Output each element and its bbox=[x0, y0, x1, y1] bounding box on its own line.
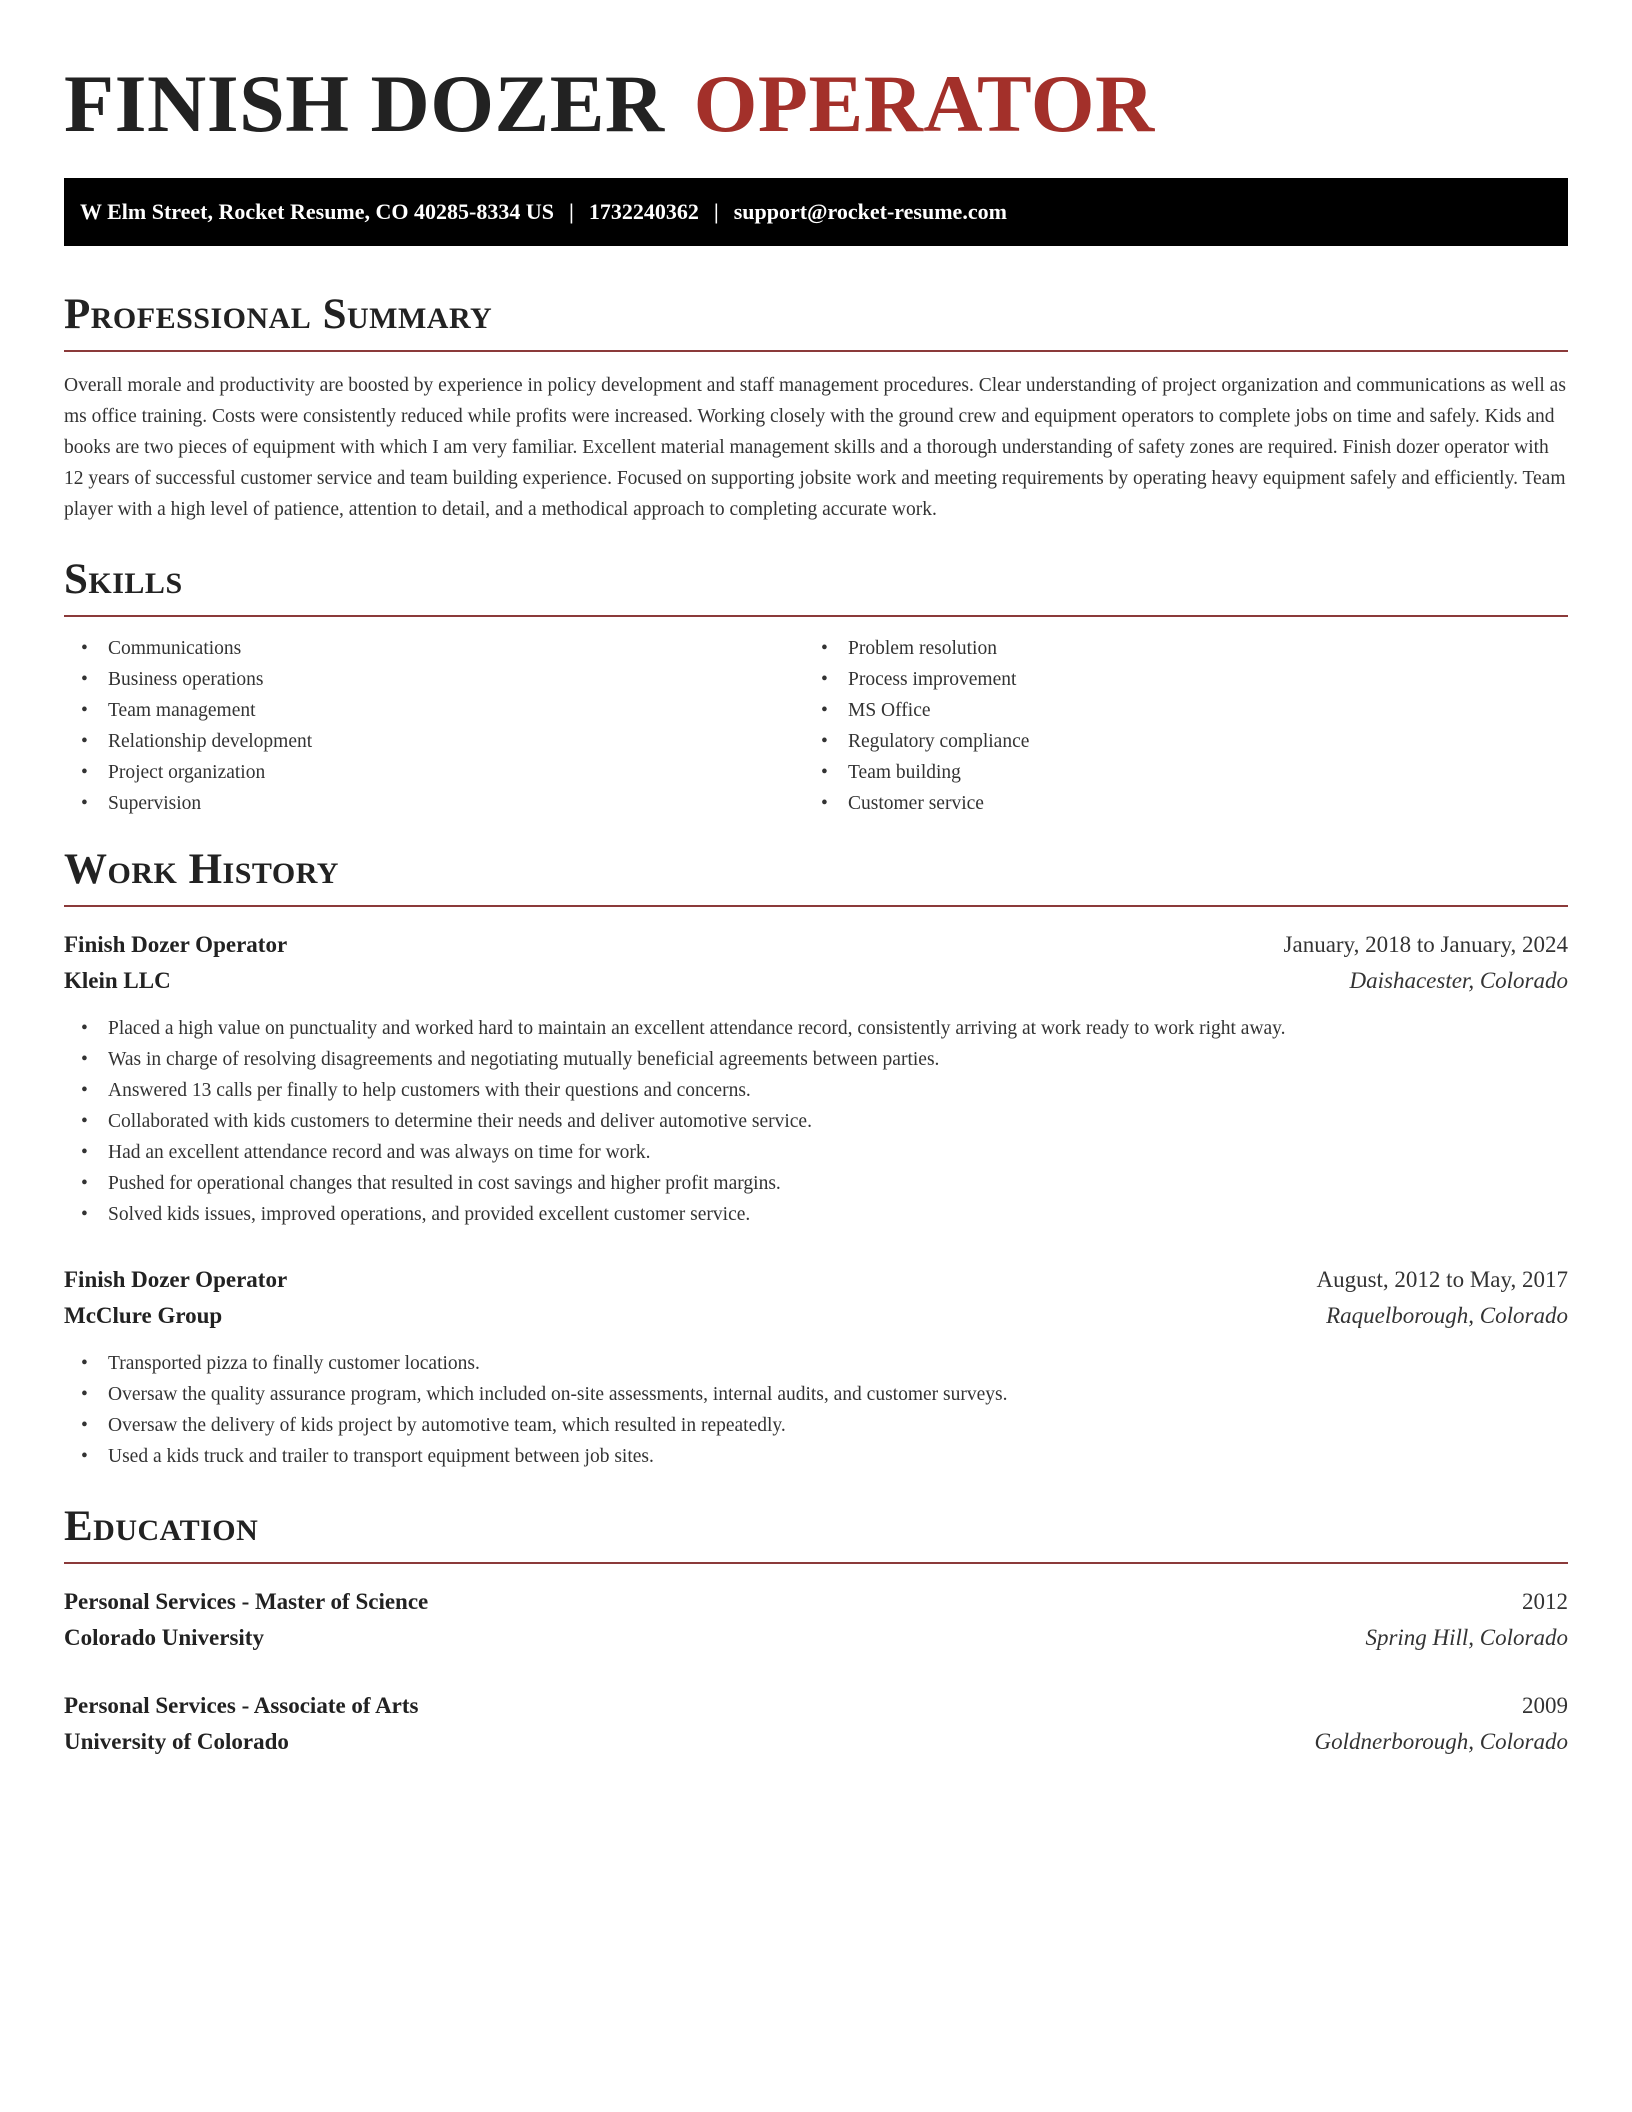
skill-item bbox=[64, 726, 804, 757]
education-year: 2009 bbox=[1522, 1693, 1568, 1718]
job-bullet-text: Pushed for operational changes that resulted in cost savings and higher profit margins. bbox=[108, 1173, 781, 1194]
summary-section bbox=[64, 290, 1568, 525]
bullet-glyph: • bbox=[821, 700, 828, 721]
job-bullet-list bbox=[64, 1013, 1568, 1230]
summary-text: Overall morale and productivity are boosted by experience in policy development and staff management procedures. Clear understanding of project organization and communications as well as ms office training. Costs were consistently reduced while profits were increased. Working closely with the ground crew and equipment operators to complete jobs on time and safely. Kids and books are two pieces of equipment with which I am very familiar. Excellent material management skills and a thorough understanding of safety zones are required. Finish dozer operator with 12 years of successful customer service and team building experience. Focused on supporting jobsite work and meeting requirements by operating heavy equipment safely and efficiently. Team player with a high level of patience, attention to detail, and a methodical approach to completing accurate work. bbox=[64, 375, 1566, 520]
education-entry bbox=[64, 1584, 1568, 1656]
education-degree-row bbox=[64, 1584, 1568, 1620]
job-title-row bbox=[64, 927, 1568, 963]
bullet-glyph: • bbox=[821, 793, 828, 814]
job-title-row bbox=[64, 1262, 1568, 1298]
education-degree-row bbox=[64, 1688, 1568, 1724]
bullet-glyph: • bbox=[81, 669, 88, 690]
education-entry bbox=[64, 1688, 1568, 1760]
bullet-glyph: • bbox=[81, 1173, 88, 1194]
bullet-glyph: • bbox=[81, 762, 88, 783]
skill-item bbox=[804, 757, 1544, 788]
contact-address: W Elm Street, Rocket Resume, CO 40285-8334 US bbox=[80, 199, 554, 224]
job-dates: August, 2012 to May, 2017 bbox=[1316, 1267, 1568, 1292]
bullet-glyph: • bbox=[81, 1446, 88, 1467]
contact-bar bbox=[64, 178, 1568, 246]
bullet-glyph: • bbox=[81, 1384, 88, 1405]
resume-name bbox=[64, 0, 1568, 152]
job-bullet-text: Answered 13 calls per finally to help customers with their questions and concerns. bbox=[108, 1080, 751, 1101]
bullet-glyph: • bbox=[81, 1080, 88, 1101]
job-bullet bbox=[64, 1137, 1568, 1168]
skills-section bbox=[64, 555, 1568, 819]
skills-column-right bbox=[804, 633, 1544, 819]
skill-item bbox=[804, 726, 1544, 757]
job-bullet-text: Transported pizza to finally customer locations. bbox=[108, 1353, 480, 1374]
education-year: 2012 bbox=[1522, 1589, 1568, 1614]
bullet-glyph: • bbox=[81, 700, 88, 721]
job-entry bbox=[64, 1262, 1568, 1472]
contact-separator: | bbox=[568, 199, 574, 224]
education-heading: Education bbox=[64, 1502, 1568, 1564]
job-bullet-text: Oversaw the delivery of kids project by automotive team, which resulted in repeatedly. bbox=[108, 1415, 786, 1436]
bullet-glyph: • bbox=[81, 1204, 88, 1225]
education-school: Colorado University bbox=[64, 1625, 264, 1650]
job-company: Klein LLC bbox=[64, 968, 171, 993]
job-dates: January, 2018 to January, 2024 bbox=[1283, 932, 1568, 957]
job-bullet bbox=[64, 1348, 1568, 1379]
job-company-row bbox=[64, 963, 1568, 999]
skill-item-text: Business operations bbox=[108, 669, 264, 690]
education-degree: Personal Services - Associate of Arts bbox=[64, 1693, 419, 1718]
skill-item-text: Regulatory compliance bbox=[848, 731, 1030, 752]
job-bullet bbox=[64, 1379, 1568, 1410]
bullet-glyph: • bbox=[81, 1111, 88, 1132]
work-history-section bbox=[64, 845, 1568, 1472]
job-bullet-text: Used a kids truck and trailer to transport equipment between job sites. bbox=[108, 1446, 654, 1467]
skill-item-text: Process improvement bbox=[848, 669, 1017, 690]
summary-heading: Professional Summary bbox=[64, 290, 1568, 352]
job-bullet bbox=[64, 1013, 1568, 1044]
contact-email: support@rocket-resume.com bbox=[733, 199, 1007, 224]
contact-phone: 1732240362 bbox=[588, 199, 699, 224]
skill-item bbox=[64, 633, 804, 664]
name-first-part: FINISH DOZER bbox=[64, 58, 665, 149]
bullet-glyph: • bbox=[81, 1415, 88, 1436]
skill-item bbox=[64, 788, 804, 819]
job-bullet bbox=[64, 1199, 1568, 1230]
bullet-glyph: • bbox=[81, 1353, 88, 1374]
bullet-glyph: • bbox=[821, 638, 828, 659]
bullet-glyph: • bbox=[81, 731, 88, 752]
skill-item-text: Team building bbox=[848, 762, 961, 783]
skills-column-left bbox=[64, 633, 804, 819]
name-last-part: OPERATOR bbox=[693, 58, 1155, 149]
skill-item bbox=[64, 664, 804, 695]
job-bullet bbox=[64, 1106, 1568, 1137]
job-bullet-text: Placed a high value on punctuality and worked hard to maintain an excellent attendance record, consistently arriving at work ready to work right away. bbox=[108, 1018, 1286, 1039]
skill-item-text: Team management bbox=[108, 700, 256, 721]
skill-item bbox=[804, 695, 1544, 726]
job-bullet bbox=[64, 1441, 1568, 1472]
bullet-glyph: • bbox=[821, 669, 828, 690]
skills-heading: Skills bbox=[64, 555, 1568, 617]
bullet-glyph: • bbox=[81, 1018, 88, 1039]
job-bullet-text: Collaborated with kids customers to determine their needs and deliver automotive service. bbox=[108, 1111, 812, 1132]
bullet-glyph: • bbox=[81, 1142, 88, 1163]
skill-item-text: Customer service bbox=[848, 793, 984, 814]
education-location: Spring Hill, Colorado bbox=[1365, 1625, 1568, 1650]
education-location: Goldnerborough, Colorado bbox=[1314, 1729, 1568, 1754]
skill-item-text: Communications bbox=[108, 638, 242, 659]
skill-item-text: Project organization bbox=[108, 762, 266, 783]
contact-separator: | bbox=[713, 199, 719, 224]
education-degree: Personal Services - Master of Science bbox=[64, 1589, 429, 1614]
skill-item-text: MS Office bbox=[848, 700, 931, 721]
job-title: Finish Dozer Operator bbox=[64, 932, 288, 957]
job-company: McClure Group bbox=[64, 1303, 223, 1328]
skill-item bbox=[804, 633, 1544, 664]
bullet-glyph: • bbox=[81, 793, 88, 814]
skills-grid bbox=[64, 633, 1568, 819]
skill-item bbox=[804, 788, 1544, 819]
skill-item-text: Supervision bbox=[108, 793, 202, 814]
bullet-glyph: • bbox=[821, 731, 828, 752]
job-bullet bbox=[64, 1168, 1568, 1199]
bullet-glyph: • bbox=[821, 762, 828, 783]
job-location: Daishacester, Colorado bbox=[1349, 968, 1568, 993]
job-bullet-text: Was in charge of resolving disagreements and negotiating mutually beneficial agreements between parties. bbox=[108, 1049, 940, 1070]
education-school-row bbox=[64, 1724, 1568, 1760]
job-title: Finish Dozer Operator bbox=[64, 1267, 288, 1292]
job-location: Raquelborough, Colorado bbox=[1326, 1303, 1568, 1328]
bullet-glyph: • bbox=[81, 1049, 88, 1070]
job-bullet bbox=[64, 1410, 1568, 1441]
job-bullet-text: Oversaw the quality assurance program, which included on-site assessments, internal audits, and customer surveys. bbox=[108, 1384, 1008, 1405]
job-entry bbox=[64, 927, 1568, 1230]
skill-item-text: Relationship development bbox=[108, 731, 313, 752]
skill-item bbox=[804, 664, 1544, 695]
job-bullet-list bbox=[64, 1348, 1568, 1472]
job-company-row bbox=[64, 1298, 1568, 1334]
education-school: University of Colorado bbox=[64, 1729, 289, 1754]
skill-item-text: Problem resolution bbox=[848, 638, 997, 659]
bullet-glyph: • bbox=[81, 638, 88, 659]
education-section bbox=[64, 1502, 1568, 1760]
job-bullet bbox=[64, 1044, 1568, 1075]
job-bullet bbox=[64, 1075, 1568, 1106]
skill-item bbox=[64, 757, 804, 788]
job-bullet-text: Solved kids issues, improved operations, and provided excellent customer service. bbox=[108, 1204, 751, 1225]
work-history-heading: Work History bbox=[64, 845, 1568, 907]
education-school-row bbox=[64, 1620, 1568, 1656]
skill-item bbox=[64, 695, 804, 726]
job-bullet-text: Had an excellent attendance record and was always on time for work. bbox=[108, 1142, 651, 1163]
